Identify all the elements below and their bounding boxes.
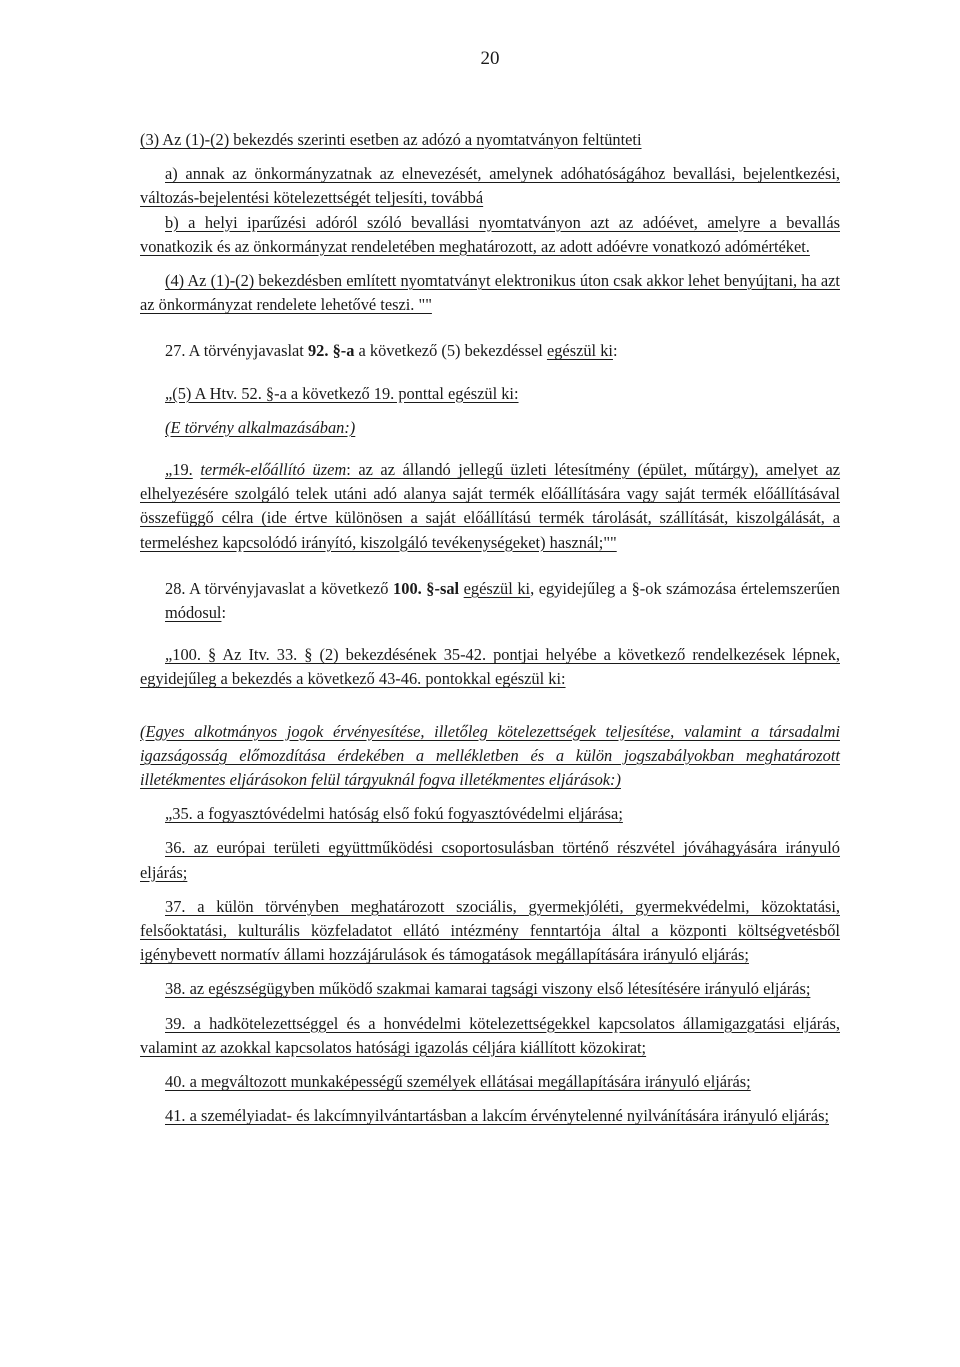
point-40-text: 40. a megváltozott munkaképességű személyek ellátásai megállapítására irányuló eljárás; [165,1072,751,1092]
amendment-28-section: §-sal [426,578,460,598]
point-19 [140,458,840,555]
amendment-27-section: §-a [332,341,355,361]
document-body [140,128,840,1129]
point-19-term: termék-előállító üzem [200,460,347,480]
amendment-28-underlined-2: módosul [165,603,222,623]
point-a [140,162,840,210]
point-41 [140,1104,840,1128]
point-38-text: 38. az egészségügyben működő szakmai kamarai tagsági viszony első létesítésére irányuló eljárás; [165,979,811,999]
page-number: 20 [480,48,500,69]
point-19-text: : az az állandó jellegű üzleti létesítmény (épület, műtárgy), amelyet az elhelyezésére szolgáló telek utáni adó alanya saját termék előállítására vagy saját termék előállításával összefüggő célra (ide értve különösen a saját előállítású termék tárolását, szállítását, kiszolgálását, a termeléshez kapcsolódó irányító, kiszolgáló tevékenységeket) használ;"" [140,460,841,552]
point-b [140,211,840,259]
exemption-preamble [140,720,840,793]
amendment-27-end: : [612,341,618,361]
point-35 [140,802,840,826]
amendment-27-underlined: egészül ki [546,341,613,361]
amendment-28-end: : [221,603,227,623]
htv-52 [140,382,840,406]
point-41-text: 41. a személyiadat- és lakcímnyilvántartásban a lakcím érvénytelenné nyilvánítására irányuló eljárás; [165,1106,830,1126]
amendment-27 [140,339,840,363]
amendment-27-rest: a következő (5) bekezdéssel [358,341,543,361]
paragraph-4-text: (4) Az (1)-(2) bekezdésben említett nyomtatványt elektronikus úton csak akkor lehet benyújtani, ha azt az önkormányzat rendelete lehetővé teszi. "" [140,271,840,315]
amendment-27-number: 92. [307,341,329,361]
amendment-28-intro: 28. A törvényjavaslat a következő [165,578,389,598]
amendment-28-number: 100. [393,578,422,598]
point-19-lead: „19. [165,460,193,480]
point-b-text: b) a helyi iparűzési adóról szóló bevallási nyomtatványon azt az adóévet, amelyre a bevallás vonatkozik és az önkormányzat rendeletében meghatározott, az adott adóévre vonatkozó adómértéket. [140,212,840,256]
point-35-text: „35. a fogyasztóvédelmi hatóság első fokú fogyasztóvédelmi eljárása; [165,804,623,824]
itv-33 [140,643,840,691]
point-36-text: 36. az európai területi együttműködési csoportosulásban történő részvétel jóváhagyására irányuló eljárás; [140,838,840,882]
point-37 [140,895,840,968]
point-36 [140,836,840,884]
scope-note [140,416,840,440]
itv-33-text: „100. § Az Itv. 33. § (2) bekezdésének 35-42. pontjai helyébe a következő rendelkezések lépnek, egyidejűleg a bekezdés a következő 43-46. pontokkal egészül ki: [140,645,840,689]
paragraph-3: (3) Az (1)-(2) bekezdés szerinti esetben az adózó a nyomtatványon feltünteti [140,130,642,149]
exemption-preamble-text: (Egyes alkotmányos jogok érvényesítése, illetőleg kötelezettségek teljesítése, valamint a társadalmi igazságosság előmozdítása érdekében a mellékletben és a külön jogszabályokban meghatározott illetékmentes eljárásokon felül tárgyuknál fogva illetékmentes eljárások:) [140,721,840,790]
point-37-text: 37. a külön törvényben meghatározott szociális, gyermekjóléti, gyermekvédelmi, közoktatási, felsőoktatási, kulturális közfeladatot ellátó intézmény fenntartója által a központi költségvetésből igénybevett normatív állami hozzájárulások és támogatások megállapítására irányuló eljárás; [140,896,840,965]
amendment-28-rest: , egyidejűleg a §-ok számozása értelemszerűen [530,578,841,598]
point-38 [140,977,840,1001]
amendment-27-intro: 27. A törvényjavaslat [165,341,304,361]
amendment-28-underlined: egészül ki [463,578,531,598]
point-39 [140,1012,840,1060]
point-40 [140,1070,840,1094]
point-a-text: a) annak az önkormányzatnak az elnevezését, amelynek adóhatóságához bevallási, bejelentkezési, változás-bejelentési kötelezettségét teljesíti, továbbá [140,164,840,208]
amendment-28 [140,577,840,625]
paragraph-4 [140,269,840,317]
point-39-text: 39. a hadkötelezettséggel és a honvédelmi kötelezettségekkel kapcsolatos államigazgatási eljárás, valamint az azokkal kapcsolatos hatósági igazolás céljára kiállított közokirat; [140,1013,840,1057]
htv-52-text: „(5) A Htv. 52. §-a a következő 19. ponttal egészül ki: [165,383,519,403]
scope-note-text: (E törvény alkalmazásában:) [165,417,356,437]
